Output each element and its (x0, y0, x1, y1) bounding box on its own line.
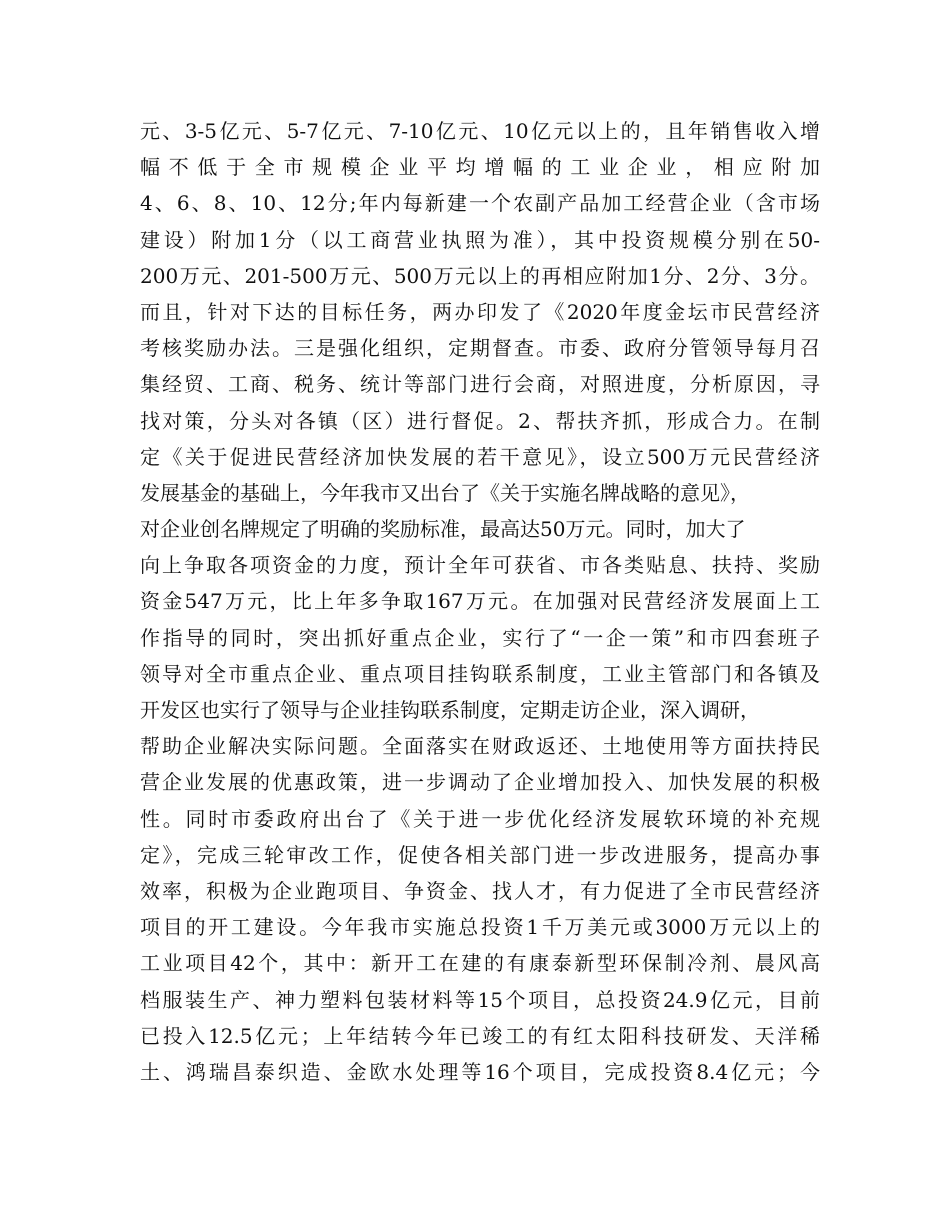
text-line: 资金547万元，比上年多争取167万元。在加强对民营经济发展面上工 (140, 589, 820, 614)
text-line: 土、鸿瑞昌泰织造、金欧水处理等16个项目，完成投资8.4亿元；今 (140, 1059, 820, 1084)
text-line: 对企业创名牌规定了明确的奖励标准，最高达50万元。同时，加大了 (140, 517, 746, 542)
text-line: 性。同时市委政府出台了《关于进一步优化经济发展软环境的补充规 (140, 806, 820, 831)
text-line: 向上争取各项资金的力度，预计全年可获省、市各类贴息、扶持、奖励 (140, 553, 820, 578)
text-line: 集经贸、工商、税务、统计等部门进行会商，对照进度，分析原因，寻 (140, 372, 820, 397)
text-line: 而且，针对下达的目标任务，两办印发了《2020年度金坛市民营经济 (140, 299, 820, 324)
text-line: 找对策，分头对各镇（区）进行督促。2、帮扶齐抓，形成合力。在制 (140, 408, 820, 433)
text-line: 元、3-5亿元、5-7亿元、7-10亿元、10亿元以上的，且年销售收入增 (140, 119, 820, 143)
text-line: 档服装生产、神力塑料包装材料等15个项目，总投资24.9亿元，目前 (140, 987, 820, 1012)
text-line: 效率，积极为企业跑项目、争资金、找人才，有力促进了全市民营经济 (140, 878, 820, 903)
text-line: 营企业发展的优惠政策，进一步调动了企业增加投入、加快发展的积极 (140, 770, 820, 795)
text-line: 帮助企业解决实际问题。全面落实在财政返还、土地使用等方面扶持民 (140, 734, 820, 759)
text-line: 开发区也实行了领导与企业挂钩联系制度，定期走访企业，深入调研， (140, 698, 760, 722)
text-line: 考核奖励办法。三是强化组织，定期督查。市委、政府分管领导每月召 (140, 336, 820, 361)
text-line: 定》，完成三轮审改工作，促使各相关部门进一步改进服务，提高办事 (140, 842, 820, 867)
text-line: 幅 不 低 于 全 市 规 模 企 业 平 均 增 幅 的 工 业 企 业 ， 相 应 附 加 (140, 155, 820, 180)
text-line: 作指导的同时，突出抓好重点企业，实行了“一企一策”和市四套班子 (140, 625, 820, 650)
text-line: 工业项目42个，其中：新开工在建的有康泰新型环保制冷剂、晨风高 (140, 951, 820, 976)
text-line: 项目的开工建设。今年我市实施总投资1千万美元或3000万元以上的 (140, 915, 820, 940)
text-line: 4、6、8、10、12分;年内每新建一个农副产品加工经营企业（含市场 (140, 191, 820, 216)
text-line: 已投入12.5亿元；上年结转今年已竣工的有红太阳科技研发、天洋稀 (140, 1023, 820, 1048)
text-line: 建设）附加1分（以工商营业执照为准），其中投资规模分别在50- (140, 227, 820, 252)
text-line: 定《关于促进民营经济加快发展的若干意见》，设立500万元民营经济 (140, 444, 820, 469)
document-body (140, 113, 820, 1090)
text-line: 发展基金的基础上，今年我市又出台了《关于实施名牌战略的意见》， (140, 480, 750, 505)
text-line: 领导对全市重点企业、重点项目挂钩联系制度，工业主管部门和各镇及 (140, 661, 820, 686)
text-line: 200万元、201-500万元、500万元以上的再相应附加1分、2分、3分。 (140, 263, 820, 288)
